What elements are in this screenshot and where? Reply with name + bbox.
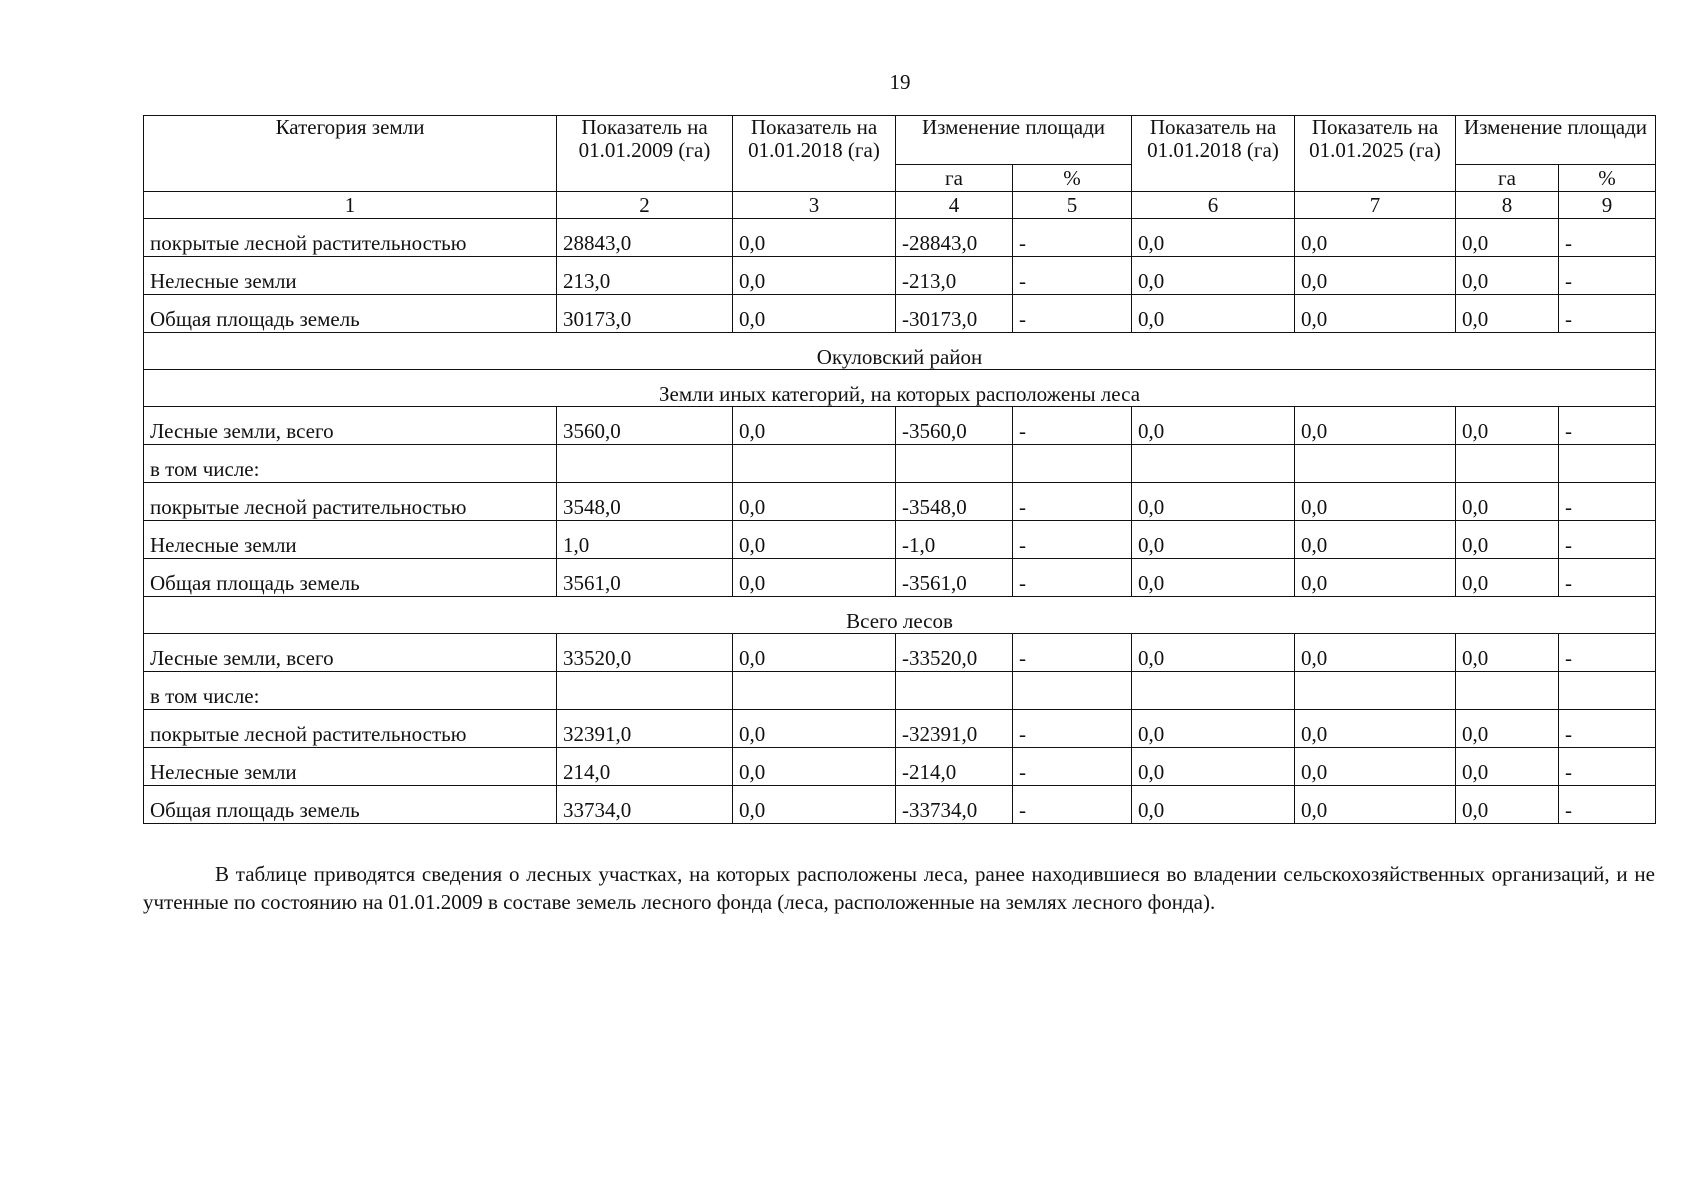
header-area-change-1: Изменение площади <box>896 116 1132 165</box>
table-cell: 0,0 <box>1295 483 1456 521</box>
table-cell <box>1132 445 1295 483</box>
table-cell: 0,0 <box>733 748 896 786</box>
table-cell: - <box>1013 748 1132 786</box>
table-cell: 0,0 <box>1456 710 1559 748</box>
table-cell: 0,0 <box>733 786 896 824</box>
column-number: 5 <box>1013 192 1132 219</box>
table-cell: - <box>1559 559 1656 597</box>
table-cell: -3548,0 <box>896 483 1013 521</box>
row-label: в том числе: <box>144 672 557 710</box>
table-row <box>144 672 1656 710</box>
table-cell: 0,0 <box>733 559 896 597</box>
table-cell: 0,0 <box>1132 295 1295 333</box>
row-label: Общая площадь земель <box>144 786 557 824</box>
table-cell: - <box>1559 295 1656 333</box>
table-cell <box>733 445 896 483</box>
table-cell <box>1559 672 1656 710</box>
table-cell: 0,0 <box>1456 407 1559 445</box>
table-cell: 0,0 <box>1132 634 1295 672</box>
table-cell: 0,0 <box>1456 483 1559 521</box>
column-number: 1 <box>144 192 557 219</box>
column-number: 7 <box>1295 192 1456 219</box>
table-cell: 0,0 <box>1456 786 1559 824</box>
table-cell: 0,0 <box>733 521 896 559</box>
header-ha-2: га <box>1456 165 1559 192</box>
table-cell: 0,0 <box>1295 786 1456 824</box>
table-cell: -30173,0 <box>896 295 1013 333</box>
table-cell: 0,0 <box>1132 483 1295 521</box>
section-row <box>144 370 1656 407</box>
column-number-row <box>144 192 1656 219</box>
table-cell: - <box>1559 521 1656 559</box>
table-cell <box>1132 672 1295 710</box>
table-row <box>144 219 1656 257</box>
table-cell: -33520,0 <box>896 634 1013 672</box>
table-cell <box>557 445 733 483</box>
table-row <box>144 483 1656 521</box>
column-number: 3 <box>733 192 896 219</box>
table-cell: 0,0 <box>1456 559 1559 597</box>
rows-total <box>144 634 1656 824</box>
table-row <box>144 257 1656 295</box>
rows-okulovsky <box>144 407 1656 597</box>
table-cell: 0,0 <box>1295 257 1456 295</box>
table-cell: 30173,0 <box>557 295 733 333</box>
table-cell: 0,0 <box>1132 521 1295 559</box>
table-cell: - <box>1559 257 1656 295</box>
table-cell: 0,0 <box>733 483 896 521</box>
table-cell: 0,0 <box>733 257 896 295</box>
row-label: покрытые лесной растительностью <box>144 483 557 521</box>
table-cell: 0,0 <box>1456 257 1559 295</box>
table-cell: 0,0 <box>1456 219 1559 257</box>
table-cell: 3560,0 <box>557 407 733 445</box>
table-cell <box>557 672 733 710</box>
table-cell: 0,0 <box>1132 710 1295 748</box>
table-cell: 33734,0 <box>557 786 733 824</box>
table-cell: 0,0 <box>1295 710 1456 748</box>
row-label: Нелесные земли <box>144 257 557 295</box>
header-value-2018: Показатель на 01.01.2018 (га) <box>733 116 896 192</box>
section-okulovsky-district: Окуловский район <box>144 333 1656 370</box>
header-value-2018-b: Показатель на 01.01.2018 (га) <box>1132 116 1295 192</box>
table-cell: 0,0 <box>1132 219 1295 257</box>
table-cell: -3560,0 <box>896 407 1013 445</box>
header-land-category: Категория земли <box>144 116 557 192</box>
section-row <box>144 597 1656 634</box>
table-cell: - <box>1013 483 1132 521</box>
table-cell <box>1013 445 1132 483</box>
table-cell: - <box>1013 407 1132 445</box>
table-cell: 0,0 <box>1295 407 1456 445</box>
table-cell: - <box>1559 710 1656 748</box>
table-row <box>144 710 1656 748</box>
rows-top <box>144 219 1656 333</box>
table-cell: 0,0 <box>1295 295 1456 333</box>
table-row <box>144 295 1656 333</box>
table-cell: 0,0 <box>1132 559 1295 597</box>
table-cell: 0,0 <box>733 710 896 748</box>
table-cell: 0,0 <box>1295 521 1456 559</box>
row-label: покрытые лесной растительностью <box>144 710 557 748</box>
table-cell: 0,0 <box>1456 634 1559 672</box>
land-category-table <box>143 115 1656 824</box>
table-cell <box>1013 672 1132 710</box>
table-cell: 0,0 <box>1132 407 1295 445</box>
table-cell: - <box>1013 634 1132 672</box>
row-label: Лесные земли, всего <box>144 634 557 672</box>
header-percent-2: % <box>1559 165 1656 192</box>
table-cell: - <box>1013 257 1132 295</box>
table-cell: - <box>1013 559 1132 597</box>
row-label: в том числе: <box>144 445 557 483</box>
table-cell: 28843,0 <box>557 219 733 257</box>
table-cell: 0,0 <box>1456 748 1559 786</box>
table-cell: -3561,0 <box>896 559 1013 597</box>
row-label: Лесные земли, всего <box>144 407 557 445</box>
table-row <box>144 445 1656 483</box>
header-value-2025: Показатель на 01.01.2025 (га) <box>1295 116 1456 192</box>
table-cell <box>1456 445 1559 483</box>
table-cell: - <box>1559 483 1656 521</box>
section-row <box>144 333 1656 370</box>
table-cell <box>1295 445 1456 483</box>
page-number: 19 <box>889 70 911 94</box>
explanatory-note: В таблице приводятся сведения о лесных участках, на которых расположены леса, ранее находившиеся во владении сельскохозяйственных организаций, и не учтенные по состоянию на 01.01.2009 в составе земель лесного фонда (леса, расположенные на землях лесного фонда). <box>143 862 1655 914</box>
table-row <box>144 748 1656 786</box>
table-cell: 0,0 <box>1295 219 1456 257</box>
table-cell: - <box>1013 710 1132 748</box>
table-cell: 0,0 <box>1132 786 1295 824</box>
table-cell: -33734,0 <box>896 786 1013 824</box>
row-label: Общая площадь земель <box>144 559 557 597</box>
table-cell: 213,0 <box>557 257 733 295</box>
table-cell: 0,0 <box>1456 295 1559 333</box>
table-cell: 0,0 <box>1295 559 1456 597</box>
header-percent-1: % <box>1013 165 1132 192</box>
table-cell: - <box>1559 219 1656 257</box>
column-number: 2 <box>557 192 733 219</box>
table-cell: 0,0 <box>733 219 896 257</box>
section-total-forests: Всего лесов <box>144 597 1656 634</box>
table-cell: 3561,0 <box>557 559 733 597</box>
column-number: 9 <box>1559 192 1656 219</box>
table-cell: 0,0 <box>733 295 896 333</box>
column-number: 6 <box>1132 192 1295 219</box>
table-cell: - <box>1013 786 1132 824</box>
table-cell: -1,0 <box>896 521 1013 559</box>
header-area-change-2: Изменение площади <box>1456 116 1656 165</box>
table-row <box>144 634 1656 672</box>
column-number: 8 <box>1456 192 1559 219</box>
row-label: Общая площадь земель <box>144 295 557 333</box>
header-ha-1: га <box>896 165 1013 192</box>
table-cell: - <box>1559 786 1656 824</box>
table-cell: - <box>1559 748 1656 786</box>
table-row <box>144 786 1656 824</box>
table-cell: - <box>1013 219 1132 257</box>
table-cell: 3548,0 <box>557 483 733 521</box>
table-cell: 1,0 <box>557 521 733 559</box>
table-cell: - <box>1013 521 1132 559</box>
table-cell: 0,0 <box>733 407 896 445</box>
table-cell: -32391,0 <box>896 710 1013 748</box>
table-cell: -213,0 <box>896 257 1013 295</box>
row-label: Нелесные земли <box>144 521 557 559</box>
row-label: Нелесные земли <box>144 748 557 786</box>
table-cell <box>1456 672 1559 710</box>
table-cell <box>1295 672 1456 710</box>
table-cell <box>896 445 1013 483</box>
table-cell: - <box>1559 407 1656 445</box>
table-cell: -214,0 <box>896 748 1013 786</box>
table-cell <box>733 672 896 710</box>
table-cell: 0,0 <box>1295 748 1456 786</box>
table-cell <box>896 672 1013 710</box>
header-row-1 <box>144 116 1656 165</box>
section-other-categories: Земли иных категорий, на которых расположены леса <box>144 370 1656 407</box>
column-number: 4 <box>896 192 1013 219</box>
table-cell: 0,0 <box>1295 634 1456 672</box>
table-row <box>144 407 1656 445</box>
table-cell: 32391,0 <box>557 710 733 748</box>
table-cell: 33520,0 <box>557 634 733 672</box>
table-cell: 214,0 <box>557 748 733 786</box>
table-cell: -28843,0 <box>896 219 1013 257</box>
table-cell <box>1559 445 1656 483</box>
row-label: покрытые лесной растительностью <box>144 219 557 257</box>
table-cell: 0,0 <box>1456 521 1559 559</box>
table-cell: - <box>1559 634 1656 672</box>
table-cell: 0,0 <box>1132 257 1295 295</box>
table-cell: 0,0 <box>1132 748 1295 786</box>
header-value-2009: Показатель на 01.01.2009 (га) <box>557 116 733 192</box>
table-row <box>144 559 1656 597</box>
table-cell: 0,0 <box>733 634 896 672</box>
table-row <box>144 521 1656 559</box>
table-cell: - <box>1013 295 1132 333</box>
